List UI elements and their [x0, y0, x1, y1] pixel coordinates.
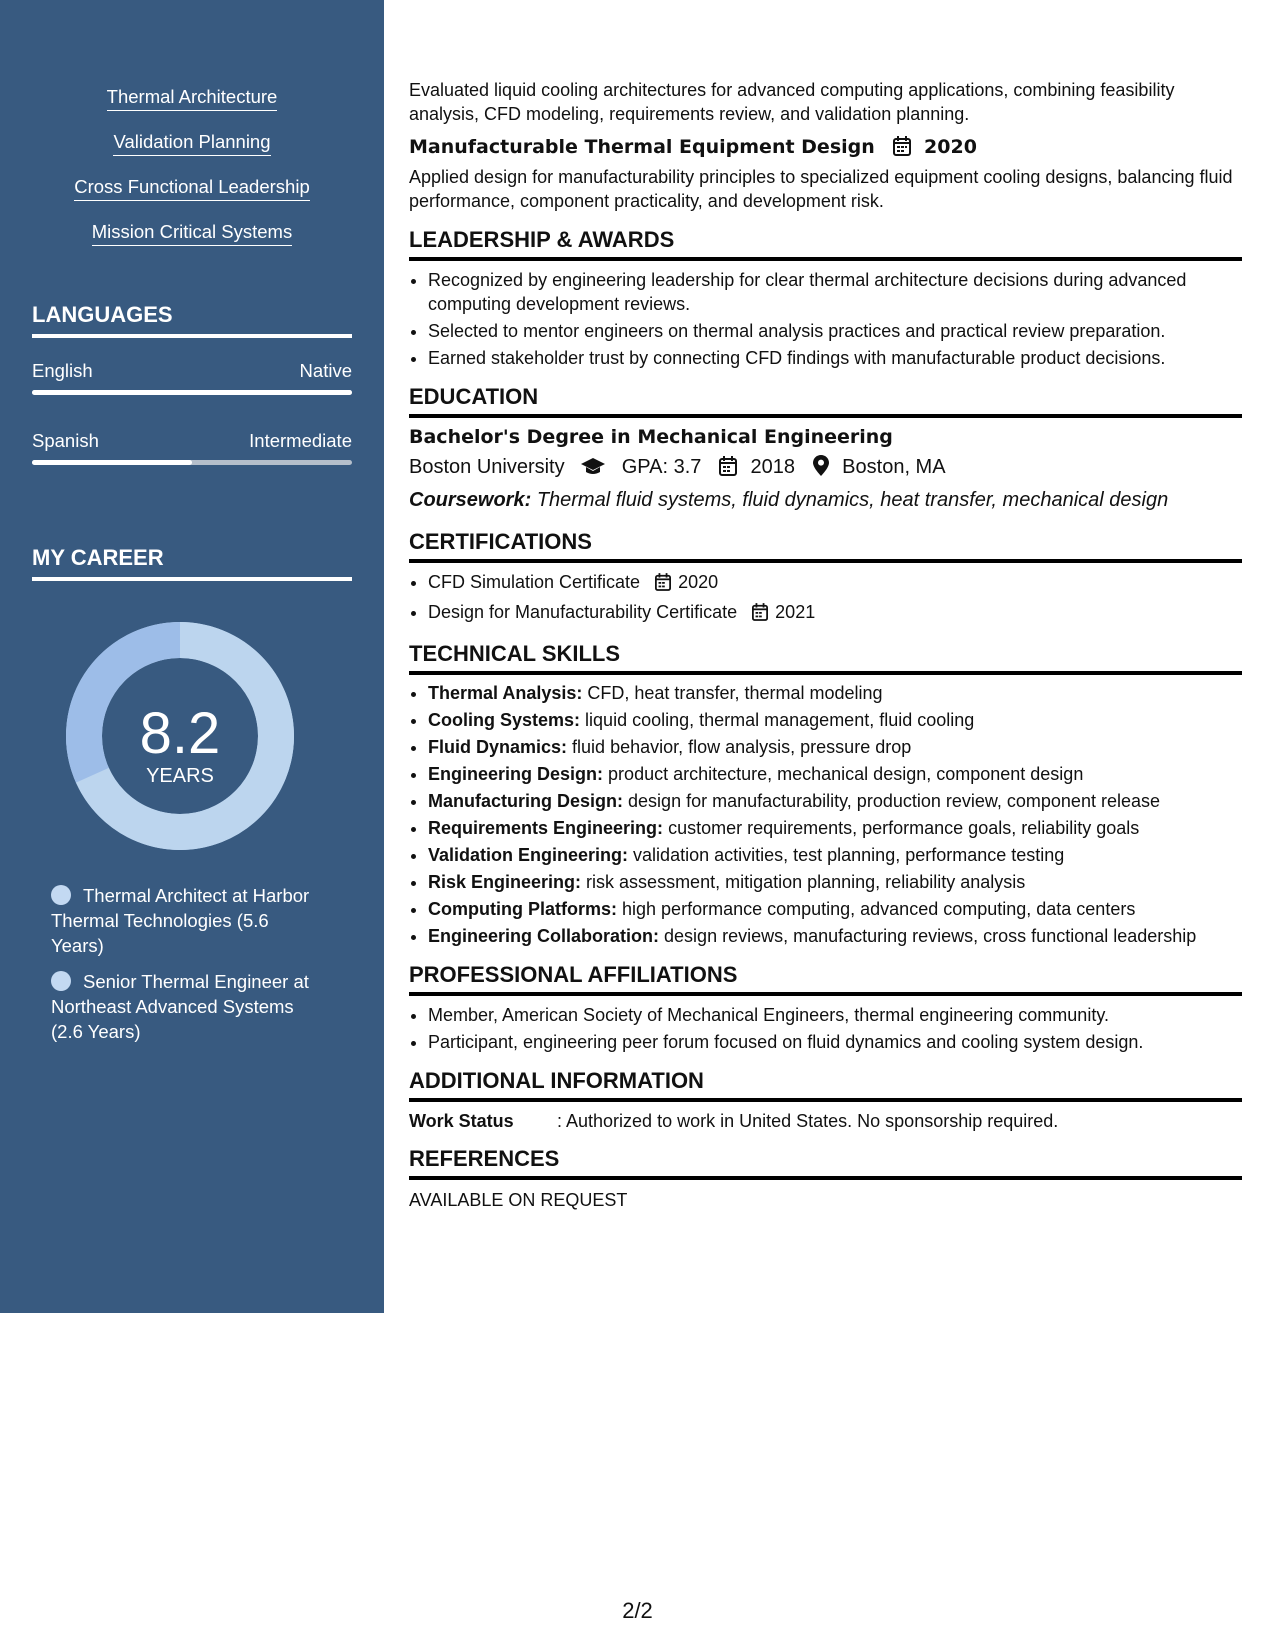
skill-value: CFD, heat transfer, thermal modeling — [587, 683, 883, 703]
skill-link-mission-critical-systems[interactable]: Mission Critical Systems — [92, 221, 292, 246]
skill-link-thermal-architecture[interactable]: Thermal Architecture — [107, 86, 278, 111]
graduation-cap-icon — [580, 455, 606, 485]
certification-item — [428, 600, 1242, 627]
calendar-icon — [719, 455, 737, 485]
language-bar-fill — [32, 390, 352, 395]
technical-skills-section — [409, 641, 1242, 948]
list-item: • Selected to mentor engineers on thermal analysis practices and practical review preparation. — [428, 319, 1242, 343]
language-name: English — [32, 360, 93, 381]
career-total: 8.2 — [139, 701, 221, 766]
certification-item — [428, 570, 1242, 597]
language-bar — [32, 390, 352, 395]
education-year: 2018 — [750, 456, 796, 478]
project-title: Manufacturable Thermal Equipment Design — [409, 136, 875, 158]
language-name: Spanish — [32, 430, 99, 451]
skill-item — [428, 789, 1242, 813]
skill-label: Validation Engineering: — [428, 845, 629, 865]
work-status-value: : Authorized to work in United States. No sponsorship required. — [557, 1111, 1059, 1131]
skill-value: liquid cooling, thermal management, fluid cooling — [585, 710, 975, 730]
skill-item — [428, 897, 1242, 921]
skill-label: Cooling Systems: — [428, 710, 581, 730]
language-level: Native — [299, 360, 352, 381]
skill-item — [428, 816, 1242, 840]
skill-value: design for manufacturability, production review, component release — [628, 791, 1160, 811]
list-item: • Member, American Society of Mechanical Engineers, thermal engineering community. — [428, 1003, 1242, 1027]
education-heading: EDUCATION — [409, 384, 1242, 418]
calendar-icon — [655, 573, 671, 597]
work-status-label: Work Status — [409, 1111, 514, 1131]
affiliations-heading: PROFESSIONAL AFFILIATIONS — [409, 962, 1242, 996]
skill-label: Engineering Collaboration: — [428, 926, 660, 946]
skill-label: Thermal Analysis: — [428, 683, 583, 703]
leadership-section — [409, 227, 1242, 370]
skill-item — [428, 708, 1242, 732]
skill-item — [428, 924, 1242, 948]
education-section — [409, 384, 1242, 515]
career-dot — [51, 885, 71, 905]
education-coursework — [409, 485, 1242, 515]
skill-link-cross-functional-leadership[interactable]: Cross Functional Leadership — [74, 176, 310, 201]
certification-year: 2020 — [678, 572, 719, 592]
skill-label: Manufacturing Design: — [428, 791, 624, 811]
language-level: Intermediate — [249, 430, 352, 451]
leadership-heading: LEADERSHIP & AWARDS — [409, 227, 1242, 261]
list-item: • Earned stakeholder trust by connecting CFD findings with manufacturable product decisions. — [428, 346, 1242, 370]
skill-value: high performance computing, advanced computing, data centers — [622, 899, 1136, 919]
additional-info-heading: ADDITIONAL INFORMATION — [409, 1068, 1242, 1102]
list-item: • Participant, engineering peer forum focused on fluid dynamics and cooling system design. — [428, 1030, 1242, 1054]
skill-label: Fluid Dynamics: — [428, 737, 568, 757]
skill-item — [428, 762, 1242, 786]
skill-value: validation activities, test planning, performance testing — [633, 845, 1065, 865]
project-intro-text: Evaluated liquid cooling architectures for advanced computing applications, combining feasibility analysis, CFD modeling, requirements review, and validation planning. — [409, 80, 1175, 124]
career-item — [51, 969, 326, 1044]
career-item-text: Thermal Architect at Harbor Thermal Technologies (5.6 Years) — [51, 885, 310, 956]
career-unit: YEARS — [146, 765, 214, 787]
project-title-row — [409, 136, 1242, 161]
calendar-icon — [893, 136, 911, 161]
career-heading: MY CAREER — [32, 545, 352, 581]
skill-item — [428, 681, 1242, 705]
career-item — [51, 883, 326, 958]
location-pin-icon — [813, 455, 829, 485]
skill-label: Computing Platforms: — [428, 899, 617, 919]
project-year: 2020 — [924, 136, 977, 158]
skill-label: Requirements Engineering: — [428, 818, 664, 838]
career-donut-chart — [66, 622, 294, 850]
skill-item — [428, 843, 1242, 867]
work-status-row — [409, 1111, 1242, 1132]
skill-value: product architecture, mechanical design, component design — [608, 764, 1084, 784]
list-item: • Recognized by engineering leadership for clear thermal architecture decisions during advanced computing development reviews. — [428, 268, 1242, 316]
skill-value: fluid behavior, flow analysis, pressure drop — [572, 737, 912, 757]
skill-value: design reviews, manufacturing reviews, cross functional leadership — [664, 926, 1197, 946]
affiliations-section — [409, 962, 1242, 1054]
references-text: AVAILABLE ON REQUEST — [409, 1190, 628, 1210]
career-item-text: Senior Thermal Engineer at Northeast Advanced Systems (2.6 Years) — [51, 971, 309, 1042]
coursework-label: Coursework: — [409, 489, 532, 511]
project-description: Applied design for manufacturability principles to specialized equipment cooling designs, balancing fluid performance, component practicality, and development risk. — [409, 167, 1233, 211]
references-heading: REFERENCES — [409, 1146, 1242, 1180]
skill-label: Engineering Design: — [428, 764, 604, 784]
certifications-section — [409, 529, 1242, 627]
skill-item — [428, 870, 1242, 894]
technical-skills-heading: TECHNICAL SKILLS — [409, 641, 1242, 675]
language-bar-fill — [32, 460, 192, 465]
certification-name: CFD Simulation Certificate — [428, 572, 641, 592]
language-bar — [32, 460, 352, 465]
education-school: Boston University — [409, 456, 565, 478]
education-meta-row — [409, 452, 1242, 485]
skill-item — [428, 735, 1242, 759]
languages-heading: LANGUAGES — [32, 302, 352, 338]
coursework-text: Thermal fluid systems, fluid dynamics, heat transfer, mechanical design — [536, 489, 1169, 511]
certification-name: Design for Manufacturability Certificate — [428, 602, 738, 622]
certifications-heading: CERTIFICATIONS — [409, 529, 1242, 563]
skill-label: Risk Engineering: — [428, 872, 582, 892]
education-degree: Bachelor's Degree in Mechanical Engineering — [409, 426, 893, 448]
education-location: Boston, MA — [842, 456, 946, 478]
career-dot — [51, 971, 71, 991]
references-section — [409, 1146, 1242, 1211]
skill-value: risk assessment, mitigation planning, reliability analysis — [586, 872, 1026, 892]
education-gpa: GPA: 3.7 — [621, 456, 702, 478]
skill-links — [0, 86, 384, 266]
additional-info-section — [409, 1068, 1242, 1132]
main-content — [409, 78, 1242, 1211]
certification-year: 2021 — [775, 602, 816, 622]
calendar-icon — [752, 603, 768, 627]
skill-value: customer requirements, performance goals, reliability goals — [668, 818, 1140, 838]
skill-link-validation-planning[interactable]: Validation Planning — [113, 131, 270, 156]
page-number: 2/2 — [622, 1598, 653, 1623]
sidebar — [0, 0, 384, 1313]
